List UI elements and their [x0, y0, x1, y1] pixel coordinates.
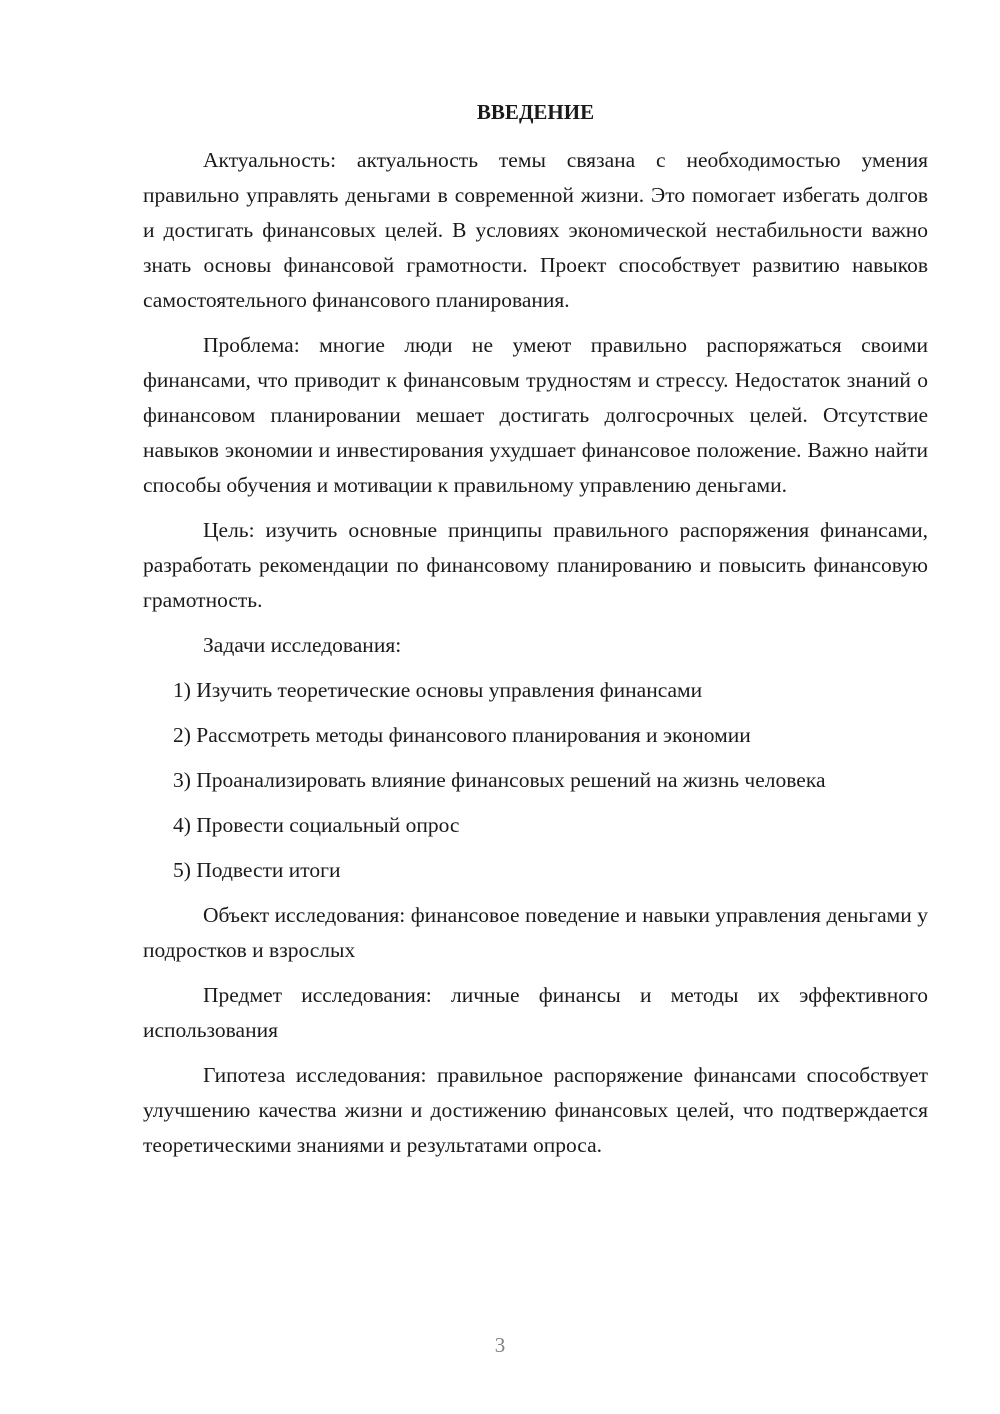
- task-item-5: 5) Подвести итоги: [173, 858, 341, 882]
- subject-paragraph: Предмет исследования: личные финансы и методы их эффективного использования: [143, 983, 928, 1042]
- task-item-2: 2) Рассмотреть методы финансового планирования и экономии: [173, 723, 751, 747]
- page-number: 3: [494, 1333, 506, 1357]
- tasks-heading: Задачи исследования:: [203, 633, 402, 657]
- goal-paragraph: Цель: изучить основные принципы правильного распоряжения финансами, разработать рекомендации по финансовому планированию и повысить финансовую грамотность.: [143, 518, 928, 612]
- task-item-4: 4) Провести социальный опрос: [173, 813, 460, 837]
- problem-paragraph: Проблема: многие люди не умеют правильно распоряжаться своими финансами, что приводит к финансовым трудностям и стрессу. Недостаток знаний о финансовом планировании мешает достигать долгосрочных целей. Отсутствие навыков экономии и инвестирования ухудшает финансовое положение. Важно найти способы обучения и мотивации к правильному управлению деньгами.: [143, 333, 928, 497]
- object-paragraph: Объект исследования: финансовое поведение и навыки управления деньгами у подростков и взрослых: [143, 903, 928, 962]
- document-body: [143, 95, 928, 1173]
- relevance-paragraph: Актуальность: актуальность темы связана с необходимостью умения правильно управлять деньгами в современной жизни. Это помогает избегать долгов и достигать финансовых целей. В условиях экономической нестабильности важно знать основы финансовой грамотности. Проект способствует развитию навыков самостоятельного финансового планирования.: [143, 148, 928, 312]
- hypothesis-paragraph: Гипотеза исследования: правильное распоряжение финансами способствует улучшению качества жизни и достижению финансовых целей, что подтверждается теоретическими знаниями и результатами опроса.: [143, 1063, 928, 1157]
- task-item-1: 1) Изучить теоретические основы управления финансами: [173, 678, 703, 702]
- page-title: ВВЕДЕНИЕ: [476, 100, 595, 124]
- task-item-3: 3) Проанализировать влияние финансовых решений на жизнь человека: [173, 768, 826, 792]
